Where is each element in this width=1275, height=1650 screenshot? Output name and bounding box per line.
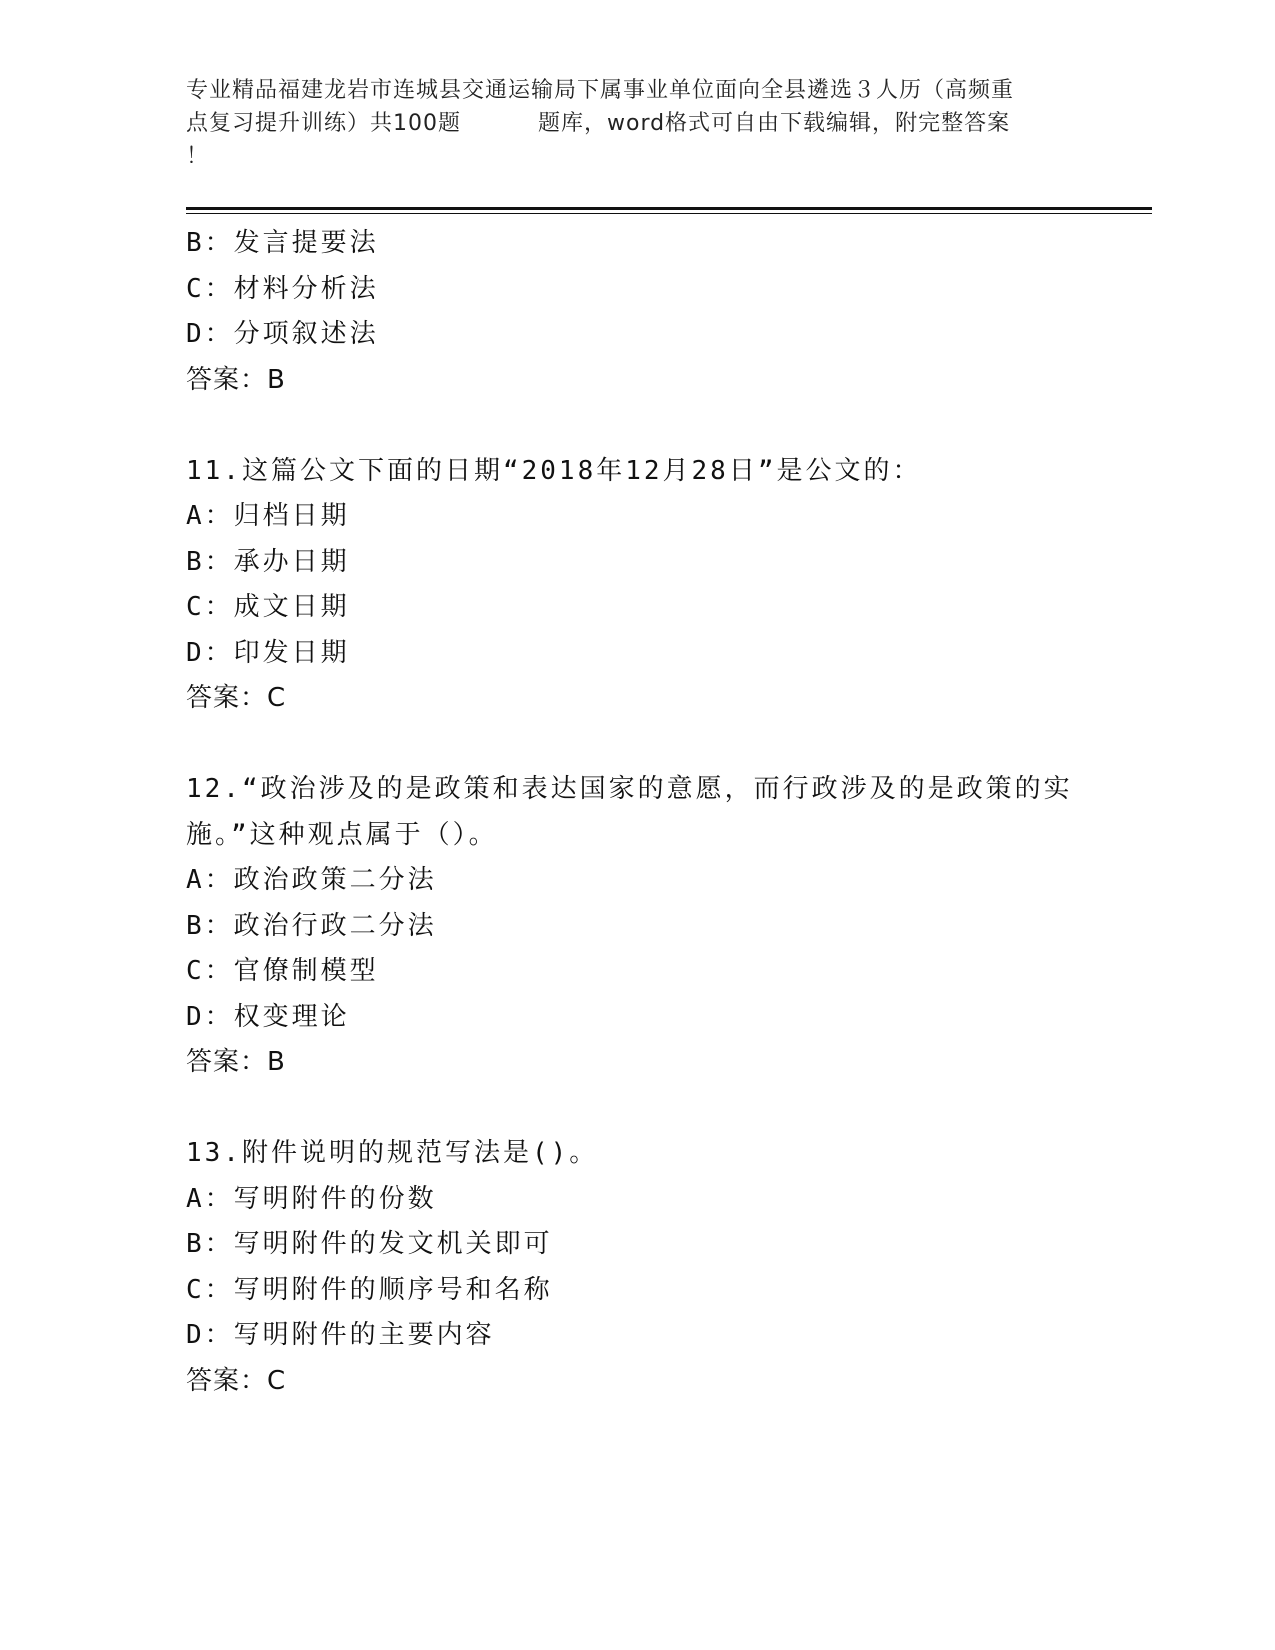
answer: 答案：C xyxy=(186,683,287,713)
option: D：分项叙述法 xyxy=(186,319,379,349)
option: C：材料分析法 xyxy=(186,273,379,304)
option: B：写明附件的发文机关即可 xyxy=(186,1229,553,1259)
option: C：成文日期 xyxy=(186,592,350,622)
question-block xyxy=(186,221,1146,403)
option: A：写明附件的份数 xyxy=(186,1183,437,1214)
option: B：承办日期 xyxy=(186,546,350,577)
header-divider xyxy=(186,207,1152,210)
document-header xyxy=(186,74,1086,173)
option: C：写明附件的顺序号和名称 xyxy=(186,1274,553,1305)
header-divider-thin xyxy=(186,213,1152,214)
question-stem: 施。”这种观点属于（）。 xyxy=(186,819,498,850)
option: C：官僚制模型 xyxy=(186,956,379,986)
question-block xyxy=(186,1131,1146,1404)
question-stem: 12.“政治涉及的是政策和表达国家的意愿，而行政涉及的是政策的实 xyxy=(186,774,1073,804)
option: D：印发日期 xyxy=(186,637,350,668)
question-block xyxy=(186,767,1146,1086)
question-stem: 11.这篇公文下面的日期“2018年12月28日”是公文的： xyxy=(186,455,922,486)
option: D：写明附件的主要内容 xyxy=(186,1320,495,1350)
question-block xyxy=(186,449,1146,722)
option: B：发言提要法 xyxy=(186,228,379,258)
option: A：政治政策二分法 xyxy=(186,865,437,895)
header-line: 点复习提升训练）共100题 题库，word格式可自由下载编辑，附完整答案 xyxy=(186,111,1011,136)
answer: 答案：B xyxy=(186,1047,286,1077)
option: A：归档日期 xyxy=(186,501,350,531)
option: D：权变理论 xyxy=(186,1001,350,1032)
option: B：政治行政二分法 xyxy=(186,910,437,941)
answer: 答案：B xyxy=(186,364,286,395)
header-line: ！ xyxy=(186,144,210,169)
answer: 答案：C xyxy=(186,1365,287,1396)
header-line: 专业精品福建龙岩市连城县交通运输局下属事业单位面向全县遴选３人历（高频重 xyxy=(186,78,1015,103)
question-stem: 13.附件说明的规范写法是()。 xyxy=(186,1138,599,1168)
question-list xyxy=(186,221,1146,1404)
